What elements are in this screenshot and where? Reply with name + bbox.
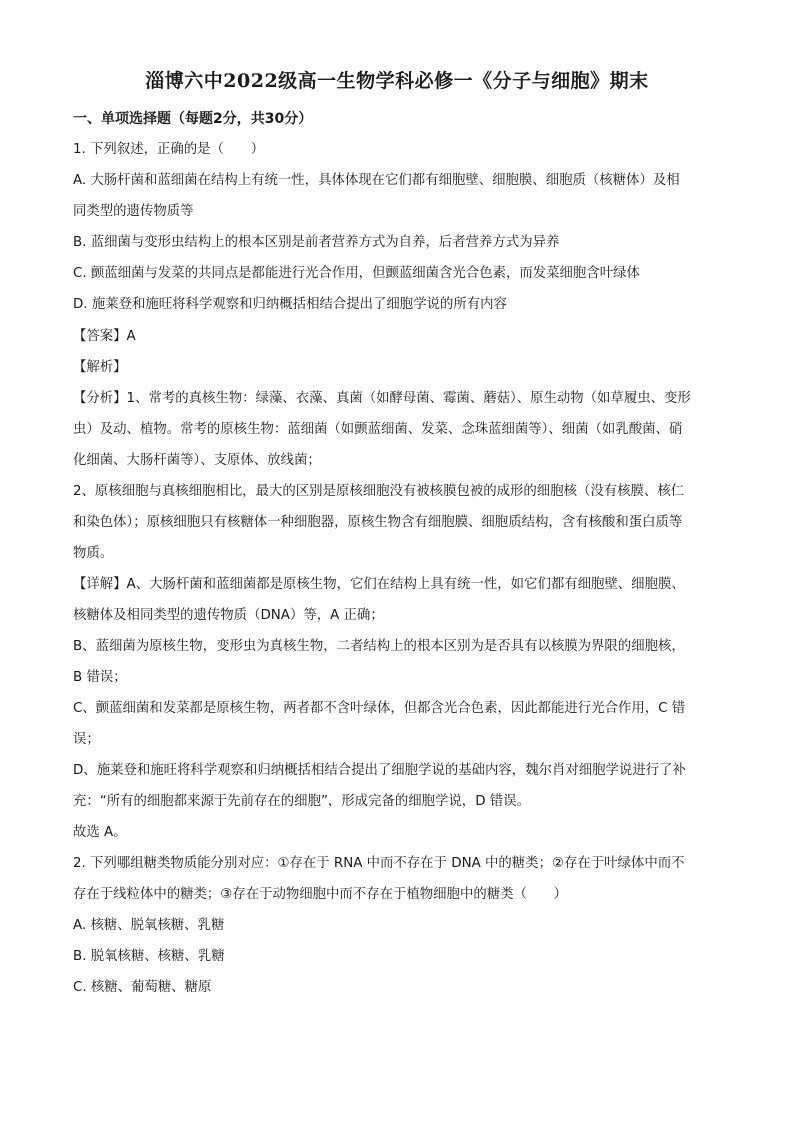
question-2-option-a: A. 核糖、脱氧核糖、乳糖 <box>73 918 225 933</box>
detail-line-1: 【详解】A、大肠杆菌和蓝细菌都是原核生物，它们在结构上具有统一性，如它们都有细胞壁、细胞膜、 <box>73 577 685 592</box>
detail-line-3: B、蓝细菌为原核生物，变形虫为真核生物，二者结构上的根本区别为是否具有以核膜为界限的细胞核， <box>73 639 685 654</box>
question-1-option-c: C. 颤蓝细菌与发菜的共同点是都能进行光合作用，但颤蓝细菌含光合色素，而发菜细胞含叶绿体 <box>73 266 640 281</box>
page-title: 淄博六中2022级高一生物学科必修一《分子与细胞》期末 <box>145 70 649 92</box>
detail-line-6: 误； <box>73 732 100 747</box>
analysis-line-2: 虫）及动、植物。常考的原核生物：蓝细菌（如颤蓝细菌、发菜、念珠蓝细菌等）、细菌（如乳酸菌、硝 <box>73 422 683 437</box>
conclusion-line: 故选 A。 <box>73 825 127 840</box>
question-1-option-a-cont: 同类型的遗传物质等 <box>73 204 194 219</box>
analysis-line-4: 2、原核细胞与真核细胞相比，最大的区别是原核细胞没有被核膜包被的成形的细胞核（没有核膜、核仁 <box>73 484 685 499</box>
analysis-line-5: 和染色体）；原核细胞只有核糖体一种细胞器，原核生物含有细胞膜、细胞质结构，含有核酸和蛋白质等 <box>73 515 683 530</box>
question-1-option-a: A. 大肠杆菌和蓝细菌在结构上有统一性，具体体现在它们都有细胞壁、细胞膜、细胞质（核糖体）及相 <box>73 173 680 188</box>
question-2-option-c: C. 核糖、葡萄糖、糖原 <box>73 980 212 995</box>
question-2-option-b: B. 脱氧核糖、核糖、乳糖 <box>73 949 225 964</box>
detail-line-4: B 错误； <box>73 670 127 685</box>
detail-line-5: C、颤蓝细菌和发菜都是原核生物，两者都不含叶绿体，但都含光合色素，因此都能进行光合作用，C 错 <box>73 701 686 716</box>
question-1-option-b: B. 蓝细菌与变形虫结构上的根本区别是前者营养方式为自养，后者营养方式为异养 <box>73 235 560 250</box>
analysis-line-3: 化细菌、大肠杆菌等）、支原体、放线菌； <box>73 453 321 468</box>
question-2-stem-cont: 存在于线粒体中的糖类；③存在于动物细胞中而不存在于植物细胞中的糖类（ ） <box>73 887 568 902</box>
detail-line-8: 充：“所有的细胞都来源于先前存在的细胞”，形成完备的细胞学说，D 错误。 <box>73 794 530 809</box>
answer-label: 【答案】A <box>73 329 136 344</box>
section-heading: 一、单项选择题（每题2分，共30分） <box>73 111 313 127</box>
analysis-line-1: 【分析】1、常考的真核生物：绿藻、衣藻、真菌（如酵母菌、霉菌、蘑菇）、原生动物（如草履虫、变形 <box>73 391 691 406</box>
question-1-option-d: D. 施莱登和施旺将科学观察和归纳概括相结合提出了细胞学说的所有内容 <box>73 297 507 312</box>
detail-line-7: D、施莱登和施旺将科学观察和归纳概括相结合提出了细胞学说的基础内容，魏尔肖对细胞学说进行了补 <box>73 763 686 778</box>
analysis-line-6: 物质。 <box>73 546 114 561</box>
detail-line-2: 核糖体及相同类型的遗传物质（DNA）等，A 正确； <box>73 608 384 623</box>
question-2-stem: 2. 下列哪组糖类物质能分别对应：①存在于 RNA 中而不存在于 DNA 中的糖类；②存在于叶绿体中而不 <box>73 856 685 871</box>
question-1-stem: 1. 下列叙述，正确的是（ ） <box>73 142 265 157</box>
analysis-label: 【解析】 <box>73 360 127 375</box>
